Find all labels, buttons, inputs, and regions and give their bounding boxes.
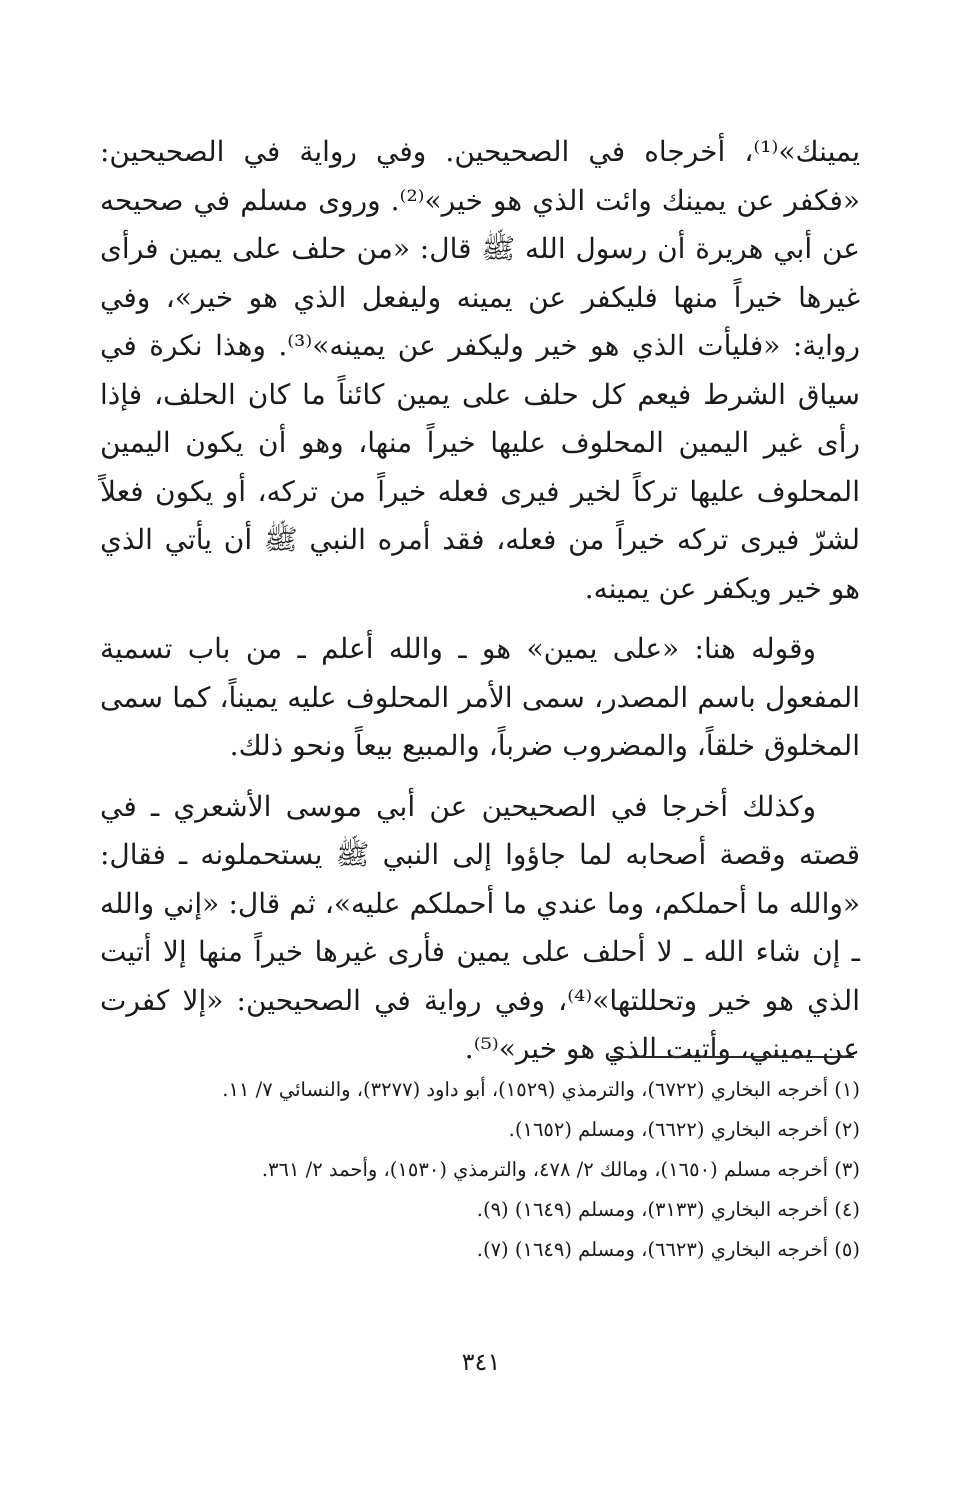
paragraph-3: وكذلك أخرجا في الصحيحين عن أبي موسى الأشعري ـ في قصته وقصة أصحابه لما جاؤوا إلى النبي ﷺ يستحملونه ـ فقال: «والله ما أحملكم، وما عندي ما أحملكم عليه»، ثم قال: «إني والله ـ إن شاء الله ـ لا أحلف على يمين فأرى غيرها خيراً منها إلا أتيت الذي هو خير وتحللتها»⁽⁴⁾، وفي رواية في الصحيحين: «إلا كفرت عن يميني، وأتيت الذي هو خير»⁽⁵⁾.	[100, 789, 860, 1065]
footnote-1: (١) أخرجه البخاري (٦٧٢٢)، والترمذي (١٥٢٩)، أبو داود (٣٢٧٧)، والنسائي ٧/ ١١.	[222, 1078, 860, 1101]
main-text	[100, 128, 860, 1086]
footnote-5: (٥) أخرجه البخاري (٦٦٢٣)، ومسلم (١٦٤٩) (٧).	[476, 1238, 860, 1261]
footnote-3: (٣) أخرجه مسلم (١٦٥٠)، ومالك ٢/ ٤٧٨، والترمذي (١٥٣٠)، وأحمد ٢/ ٣٦١.	[261, 1158, 860, 1181]
footnote-separator	[610, 1056, 854, 1058]
page-number: ٣٤١	[461, 1348, 501, 1376]
footnote-4: (٤) أخرجه البخاري (٣١٣٣)، ومسلم (١٦٤٩) (٩).	[476, 1198, 860, 1221]
paragraph-2: وقوله هنا: «على يمين» هو ـ والله أعلم ـ من باب تسمية المفعول باسم المصدر، سمى الأمر المحلوف عليه يميناً، كما سمى المخلوق خلقاً، والمضروب ضرباً، والمبيع بيعاً ونحو ذلك.	[100, 632, 860, 762]
footnotes	[100, 1072, 860, 1272]
paragraph-1: يمينك»⁽¹⁾، أخرجاه في الصحيحين. وفي رواية في الصحيحين: «فكفر عن يمينك وائت الذي هو خير»⁽²⁾. وروى مسلم في صحيحه عن أبي هريرة أن رسول الله ﷺ قال: «من حلف على يمين فرأى غيرها خيراً منها فليكفر عن يمينه وليفعل الذي هو خير»، وفي رواية: «فليأت الذي هو خير وليكفر عن يمينه»⁽³⁾. وهذا نكرة في سياق الشرط فيعم كل حلف على يمين كائناً ما كان الحلف، فإذا رأى غير اليمين المحلوف عليها خيراً منها، وهو أن يكون اليمين المحلوف عليها تركاً لخير فيرى فعله خيراً من تركه، أو يكون فعلاً لشرّ فيرى تركه خيراً من فعله، فقد أمره النبي ﷺ أن يأتي الذي هو خير ويكفر عن يمينه.	[100, 135, 860, 605]
footnote-2: (٢) أخرجه البخاري (٦٦٢٢)، ومسلم (١٦٥٢).	[508, 1118, 860, 1141]
